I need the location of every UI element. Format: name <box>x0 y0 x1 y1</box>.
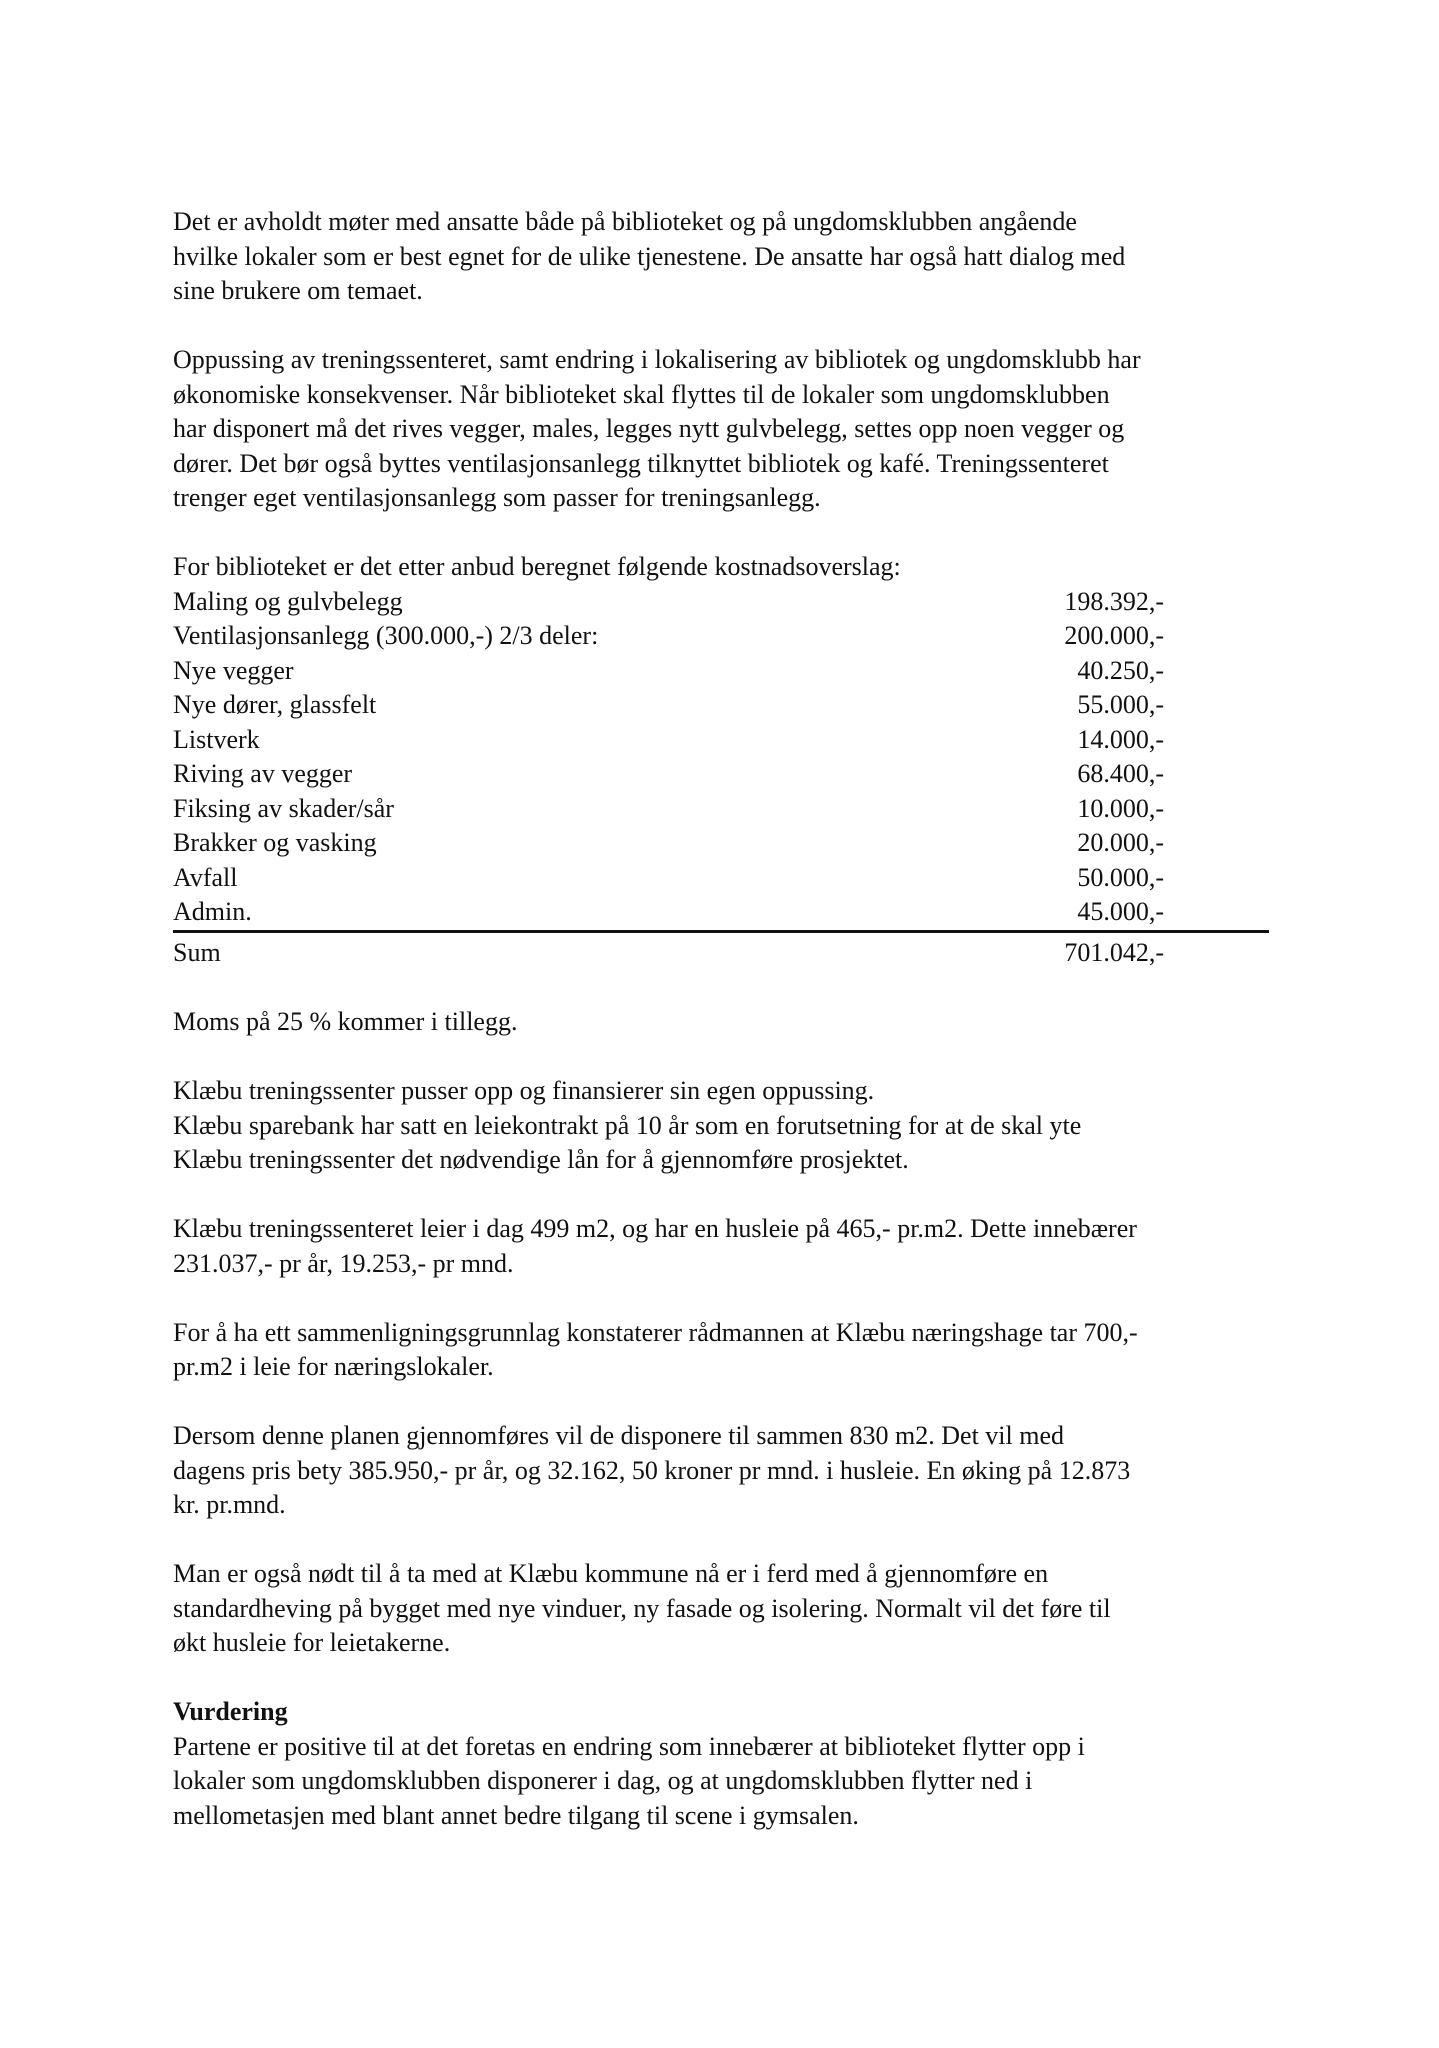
spacer <box>173 1385 1273 1420</box>
paragraph-current-rent: Klæbu treningssenteret leier i dag 499 m2, og har en husleie på 465,- pr.m2. Dette innebærer 231.037,- pr år, 19.253,- pr mnd. <box>173 1214 1137 1278</box>
spacer <box>173 1661 1273 1696</box>
cost-value: 55.000,- <box>1077 690 1164 719</box>
spacer <box>173 971 1273 1006</box>
sum-row <box>173 931 1269 971</box>
paragraph-vat: Moms på 25 % kommer i tillegg. <box>173 1007 518 1036</box>
spacer <box>173 1178 1273 1213</box>
cost-value: 20.000,- <box>1077 828 1164 857</box>
document-page <box>173 205 1273 1833</box>
spacer <box>173 1040 1273 1075</box>
cost-value: 50.000,- <box>1077 862 1164 892</box>
cost-label: Admin. <box>173 897 252 926</box>
table-row <box>173 757 1269 792</box>
cost-value: 45.000,- <box>1077 897 1164 926</box>
cost-label: Ventilasjonsanlegg (300.000,-) 2/3 deler: <box>173 621 599 650</box>
cost-label: Brakker og vasking <box>173 828 377 857</box>
cost-label: Listverk <box>173 724 260 754</box>
spacer <box>173 1523 1273 1558</box>
table-row <box>173 723 1269 758</box>
paragraph-meetings: Det er avholdt møter med ansatte både på biblioteket og på ungdomsklubben angående hvilke lokaler som er best egnet for de ulike tjenestene. De ansatte har også hatt dialog med sine brukere om temaet. <box>173 207 1126 305</box>
cost-label: Fiksing av skader/sår <box>173 793 394 823</box>
table-row <box>173 792 1269 827</box>
spacer <box>173 309 1273 344</box>
table-row <box>173 688 1269 723</box>
cost-value: 68.400,- <box>1077 759 1164 788</box>
cost-label: Avfall <box>173 862 238 892</box>
table-row <box>173 826 1269 861</box>
paragraph-new-rent: Dersom denne planen gjennomføres vil de disponere til sammen 830 m2. Det vil med dagens pris bety 385.950,- pr år, og 32.162, 50 kroner pr mnd. i husleie. En øking på 12.873 kr. pr.mnd. <box>173 1421 1131 1519</box>
cost-value: 14.000,- <box>1077 724 1164 754</box>
paragraph-renovation: Oppussing av treningssenteret, samt endring i lokalisering av bibliotek og ungdomsklubb har økonomiske konsekvenser. Når biblioteket skal flyttes til de lokaler som ungdomsklubben har disponert må det rives vegger, males, legges nytt gulvbelegg, settes opp noen vegger og dører. Det bør også byttes ventilasjonsanlegg tilknyttet bibliotek og kafé. Treningssenteret trenger eget ventilasjonsanlegg som passer for treningsanlegg. <box>173 345 1141 512</box>
cost-value: 198.392,- <box>1064 586 1164 616</box>
sum-label: Sum <box>173 931 924 971</box>
cost-value: 40.250,- <box>1077 655 1164 685</box>
paragraph-comparison: For å ha ett sammenligningsgrunnlag konstaterer rådmannen at Klæbu næringshage tar 700,- pr.m2 i leie for næringslokaler. <box>173 1317 1138 1381</box>
cost-value: 200.000,- <box>1064 621 1164 650</box>
cost-label: Maling og gulvbelegg <box>173 586 403 616</box>
table-row <box>173 861 1269 896</box>
table-row <box>173 895 1269 931</box>
cost-intro: For biblioteket er det etter anbud beregnet følgende kostnadsoverslag: <box>173 552 901 581</box>
cost-label: Riving av vegger <box>173 759 353 788</box>
cost-table <box>173 585 1269 971</box>
sum-value: 701.042,- <box>924 931 1269 971</box>
cost-label: Nye vegger <box>173 655 294 685</box>
cost-value: 10.000,- <box>1077 793 1164 823</box>
paragraph-upgrade: Man er også nødt til å ta med at Klæbu kommune nå er i ferd med å gjennomføre en standardheving på bygget med nye vinduer, ny fasade og isolering. Normalt vil det føre til økt husleie for leietakerne. <box>173 1559 1111 1657</box>
cost-label: Nye dører, glassfelt <box>173 690 377 719</box>
table-row <box>173 654 1269 689</box>
paragraph-gym-financing: Klæbu treningssenter pusser opp og finansierer sin egen oppussing. Klæbu sparebank har satt en leiekontrakt på 10 år som en forutsetning for at de skal yte Klæbu treningssenter det nødvendige lån for å gjennomføre prosjektet. <box>173 1076 1082 1174</box>
spacer <box>173 1281 1273 1316</box>
paragraph-assessment: Partene er positive til at det foretas en endring som innebærer at biblioteket flytter opp i lokaler som ungdomsklubben disponerer i dag, og at ungdomsklubben flytter ned i mellometasjen med blant annet bedre tilgang til scene i gymsalen. <box>173 1731 1085 1830</box>
section-heading: Vurdering <box>173 1697 288 1726</box>
table-row <box>173 619 1269 654</box>
spacer <box>173 516 1273 551</box>
table-row <box>173 585 1269 620</box>
